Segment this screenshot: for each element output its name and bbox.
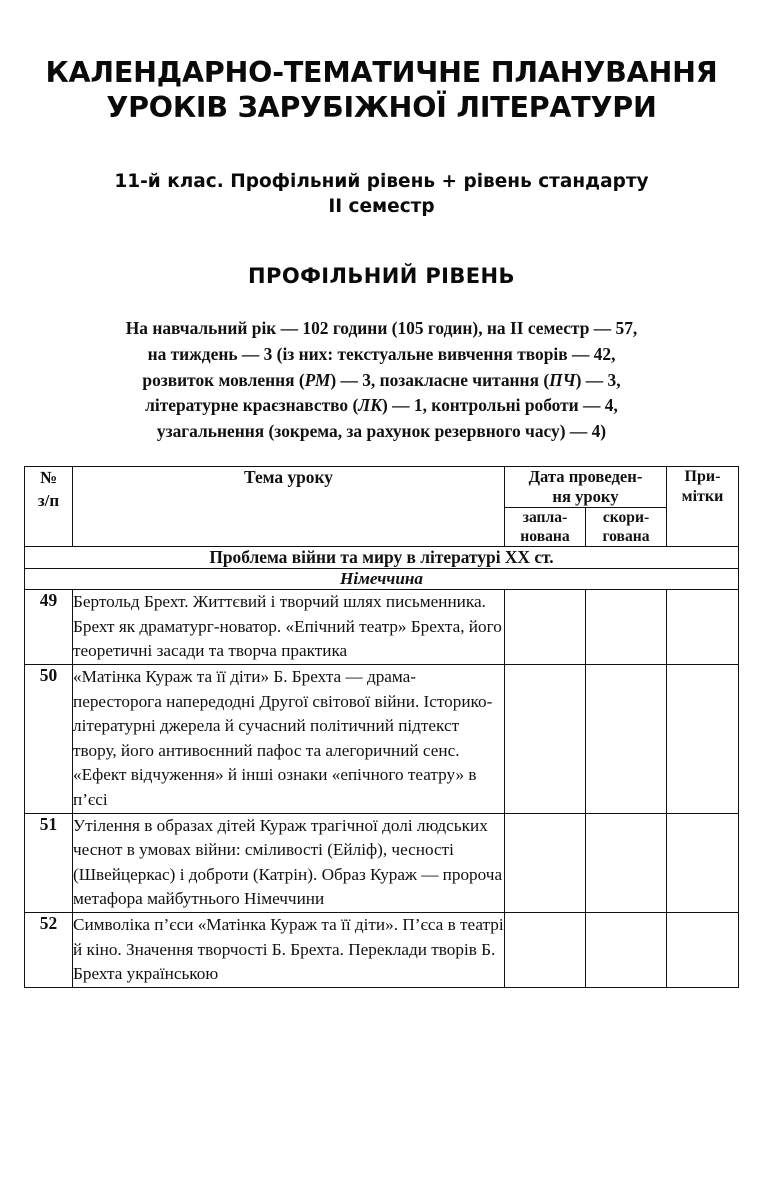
column-header-date-group-line-1: Дата проведен- [528,467,643,487]
lesson-theme: «Матінка Кураж та її діти» Б. Брехта — драма-пересторога напередодні Другої світової війни. Історико-літературні джерела й сучасний політичний підтекст твору, його антивоєнний пафос та алегоричний сенс. «Ефект відчуження» й інші ознаки «епічного театру» в п’єсі [73,664,505,813]
lesson-notes[interactable] [667,912,739,987]
lesson-date-planned[interactable] [505,664,586,813]
column-header-date-planned-line-2: нована [520,528,570,546]
lesson-notes[interactable] [667,813,739,912]
lesson-plan-table [24,466,739,987]
section-title-topic: Проблема війни та миру в літературі XX ст. [25,547,739,569]
intro-line-1: На навчальний рік — 102 години (105 годин), на ІІ семестр — 57, [125,318,638,339]
abbrev-pch: ПЧ [549,369,576,390]
intro-line-5: узагальнення (зокрема, за рахунок резервного часу) — 4) [156,420,607,441]
column-header-notes-line-2: мітки [681,488,724,506]
abbrev-rm: РМ [304,369,331,390]
column-header-number-line-1: № [39,468,58,488]
level-heading: ПРОФІЛЬНИЙ РІВЕНЬ [248,264,515,289]
table-row [25,912,739,987]
column-header-date-corrected [586,508,667,547]
table-header-row-primary [25,467,739,508]
column-header-date-group-line-2: ня уроку [552,487,619,507]
intro-line-4: літературне краєзнавство (ЛК) — 1, контрольні роботи — 4, [145,395,618,416]
lesson-number: 51 [25,813,73,912]
section-row-country [25,569,739,590]
lesson-number: 49 [25,590,73,665]
page-title-line-2: УРОКІВ ЗАРУБІЖНОЇ ЛІТЕРАТУРИ [106,90,657,124]
page-title [0,0,763,126]
table-row [25,813,739,912]
column-header-date-corrected-line-1: скори- [602,509,650,527]
table-body [25,547,739,988]
column-header-notes [667,467,739,547]
intro-paragraph [0,288,763,444]
column-header-date-planned-line-1: запла- [522,509,568,527]
lesson-theme: Символіка п’єси «Матінка Кураж та її діти». П’єса в театрі й кіно. Значення творчості Б. Брехта. Переклади творів Б. Брехта українською [73,912,505,987]
lesson-date-corrected[interactable] [586,813,667,912]
lesson-number: 52 [25,912,73,987]
section-row-topic [25,547,739,569]
lesson-date-corrected[interactable] [586,912,667,987]
column-header-date-planned [505,508,586,547]
lesson-plan-table-wrapper [0,444,763,987]
lesson-number: 50 [25,664,73,813]
page-subtitle [0,126,763,220]
page-subtitle-line-1: 11-й клас. Профільний рівень + рівень стандарту [114,170,649,192]
lesson-date-planned[interactable] [505,912,586,987]
lesson-date-planned[interactable] [505,590,586,665]
table-row [25,590,739,665]
lesson-notes[interactable] [667,590,739,665]
lesson-date-corrected[interactable] [586,590,667,665]
page-subtitle-line-2: ІІ семестр [328,195,435,217]
lesson-theme: Утілення в образах дітей Кураж трагічної долі людських чеснот в умовах війни: сміливості (Ейліф), чесності (Швейцеркас) і доброти (Катрін). Образ Кураж — пророча метафора майбутнього Німеччини [73,813,505,912]
page-title-line-1: КАЛЕНДАРНО-ТЕМАТИЧНЕ ПЛАНУВАННЯ [45,56,718,89]
lesson-date-planned[interactable] [505,813,586,912]
column-header-date-group [505,467,667,508]
column-header-number [25,467,73,547]
lesson-notes[interactable] [667,664,739,813]
table-head [25,467,739,547]
column-header-number-line-2: з/п [37,491,60,511]
lesson-date-corrected[interactable] [586,664,667,813]
intro-line-2: на тиждень — 3 (із них: текстуальне вивчення творів — 42, [147,344,616,365]
column-header-theme: Тема уроку [73,467,505,547]
table-row [25,664,739,813]
column-header-date-corrected-line-2: гована [602,528,650,546]
section-title-country: Німеччина [25,569,739,590]
lesson-theme: Бертольд Брехт. Життєвий і творчий шлях письменника. Брехт як драматург-новатор. «Епічний театр» Брехта, його теоретичні засади та творча практика [73,590,505,665]
column-header-notes-line-1: При- [684,468,721,486]
abbrev-lk: ЛК [358,395,383,416]
intro-line-3: розвиток мовлення (РМ) — 3, позакласне читання (ПЧ) — 3, [142,369,621,390]
